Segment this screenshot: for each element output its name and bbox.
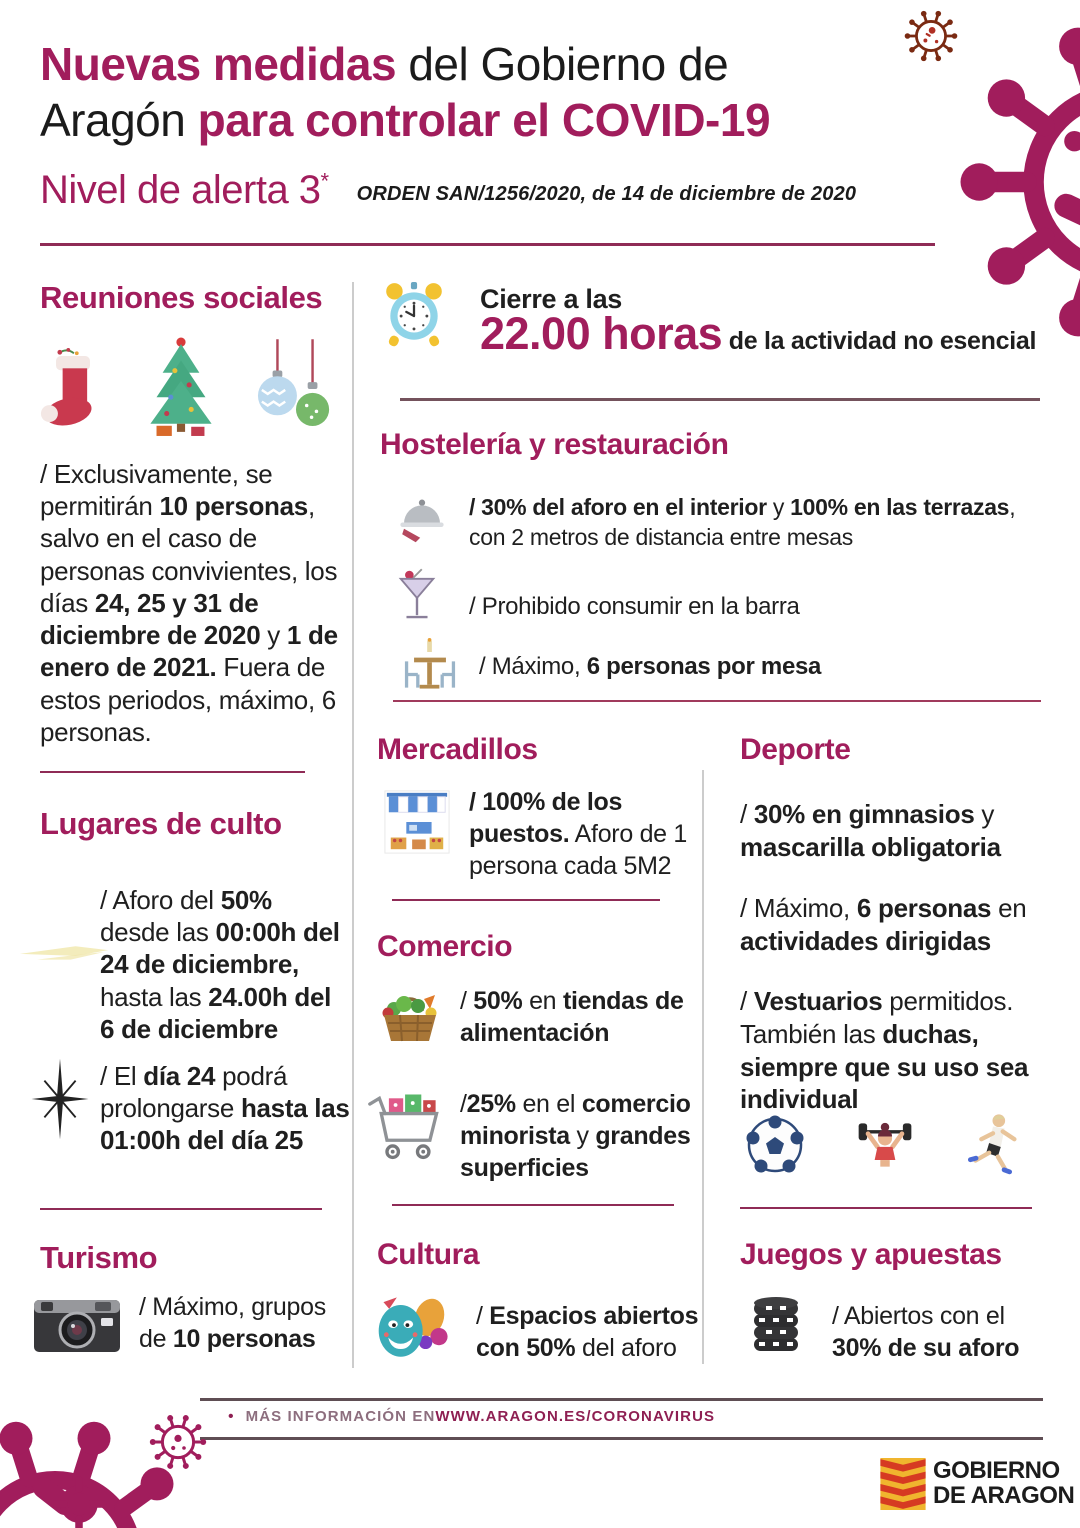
soccer-ball-icon (745, 1115, 805, 1175)
text-segment: hasta las 01:00h del día 25 (100, 1093, 350, 1156)
alarm-clock-icon (381, 280, 447, 350)
camera-icon (33, 1292, 121, 1354)
text-segment: mascarilla obligatoria (740, 831, 1001, 862)
running-icon (965, 1112, 1021, 1178)
text-segment: 50% (220, 885, 272, 915)
text-segment: día 24 (143, 1061, 216, 1091)
cultura-item (372, 1292, 702, 1364)
hosteleria-text-3 (479, 651, 821, 682)
section-title-deporte: Deporte (740, 733, 851, 766)
section-divider (392, 899, 660, 901)
text-segment: / (460, 1090, 467, 1118)
section-divider (40, 771, 305, 773)
bullet-icon: • (228, 1408, 234, 1425)
text-segment: 24, 25 y 31 de diciembre de 2020 (40, 587, 261, 651)
section-title-reuniones: Reuniones sociales (40, 280, 323, 315)
text-segment: 10 personas (159, 491, 308, 522)
closing-time: 22.00 horas (480, 308, 723, 359)
text-segment: Vestuarios (753, 986, 883, 1016)
text-segment: 25% (466, 1090, 516, 1118)
christmas-ornaments-icon (256, 338, 334, 438)
juegos-text (832, 1300, 1056, 1364)
text-segment: 00:00h del 24 de diciembre, (100, 917, 340, 980)
text-segment: del aforo (575, 1334, 677, 1362)
cultura-text (476, 1300, 702, 1364)
christmas-icons-row (40, 336, 334, 438)
text-segment: y (766, 494, 791, 520)
text-segment: 100% en las terrazas (790, 494, 1010, 520)
cocktail-icon (395, 567, 439, 627)
reuniones-paragraph (40, 458, 352, 748)
text-segment: , con 2 metros de distancia entre mesas (469, 494, 1016, 551)
culto-item-2 (100, 1060, 350, 1157)
logo-text (933, 1459, 1074, 1509)
text-segment: y (569, 1122, 596, 1150)
footer-divider-bottom (200, 1437, 1043, 1440)
title-line-2 (40, 92, 900, 148)
hosteleria-items (395, 492, 1043, 697)
text-segment: 6 personas (856, 893, 992, 923)
title-line-1 (40, 36, 900, 92)
mercadillos-item (383, 786, 693, 882)
text-segment: / Prohibido consumir en la barra (469, 592, 800, 620)
comercio-item-1 (378, 985, 690, 1049)
order-reference: ORDEN SAN/1256/2020, de 14 de diciembre de 2020 (356, 183, 857, 205)
closing-scope: de la actividad no esencial (722, 327, 1037, 355)
juegos-item (746, 1292, 1056, 1364)
text-segment: 10 personas (172, 1324, 316, 1353)
text-segment: 24.00h del 6 de diciembre (100, 981, 332, 1044)
hosteleria-item-2 (395, 567, 1043, 627)
text-segment: grandes superficies (460, 1122, 691, 1182)
closing-line (480, 308, 1036, 360)
text-segment: y (974, 799, 995, 829)
text-segment: / 30% del aforo en el interior (469, 494, 767, 520)
deporte-item-2 (740, 892, 1045, 958)
comercio-text-2 (460, 1088, 692, 1184)
turismo-item (33, 1292, 345, 1355)
small-virus-icon (903, 8, 959, 64)
market-stall-icon (383, 786, 451, 858)
text-segment: actividades dirigidas (740, 925, 991, 956)
text-segment: Fuera de estos periodos, máximo, 6 personas. (40, 652, 336, 747)
serving-cloche-icon (395, 492, 449, 544)
text-segment: / Aforo del (100, 885, 221, 915)
text-segment: , salvo en el caso de personas convivientes, los días (40, 491, 338, 618)
text-segment: / 100% de los puestos. (469, 788, 623, 848)
hosteleria-text-1 (469, 492, 1043, 553)
text-segment: 6 personas por mesa (586, 652, 822, 680)
hosteleria-item-3 (395, 637, 1043, 697)
sports-icons-row (745, 1112, 1021, 1178)
vertical-divider (702, 770, 704, 1364)
text-segment: permitidos. También las (740, 986, 1014, 1049)
logo-line-2: DE ARAGON (933, 1482, 1075, 1509)
text-segment: en (991, 893, 1027, 923)
text-segment: 30% en gimnasios (753, 799, 975, 829)
text-segment: hasta las (100, 981, 209, 1012)
mercadillos-text (469, 786, 693, 882)
text-segment: / Máximo, grupos de (139, 1293, 326, 1353)
comercio-text-1 (460, 985, 690, 1049)
logo-line-1: GOBIERNO (933, 1457, 1060, 1485)
closing-intro: Cierre a las (480, 284, 622, 314)
footer-divider-top (200, 1398, 1043, 1401)
footnote-asterisk: * (320, 168, 329, 194)
text-segment: 30% de su aforo (832, 1334, 1020, 1362)
title-regular-text: Aragón (40, 94, 198, 147)
text-segment: / (740, 986, 754, 1016)
hosteleria-text-2 (469, 591, 800, 622)
section-title-mercadillos: Mercadillos (377, 733, 538, 766)
section-divider (393, 700, 1041, 702)
grocery-basket-icon (378, 985, 442, 1045)
section-divider (392, 1204, 674, 1206)
page-title (40, 36, 900, 148)
text-segment: y (260, 620, 287, 651)
deporte-item-3 (740, 985, 1048, 1116)
vertical-divider (352, 282, 354, 1368)
text-segment: / (476, 1302, 490, 1330)
text-segment: podrá prolongarse (100, 1061, 288, 1124)
text-segment: Espacios abiertos con 50% (476, 1302, 699, 1362)
text-segment: / (740, 799, 754, 829)
christmas-stocking-icon (40, 342, 106, 438)
text-segment: desde las (100, 917, 216, 948)
weightlifting-icon (853, 1113, 917, 1177)
poker-chips-icon (746, 1292, 806, 1356)
comercio-item-2 (366, 1088, 692, 1184)
section-title-culto: Lugares de culto (40, 806, 282, 841)
footer-info (228, 1408, 715, 1426)
bethlehem-star-icon (26, 1052, 94, 1146)
text-segment: tiendas de alimentación (460, 987, 684, 1047)
deporte-item-1 (740, 798, 1045, 864)
section-title-hosteleria: Hostelería y restauración (380, 428, 729, 461)
footer-url-link[interactable]: WWW.ARAGON.ES/CORONAVIRUS (435, 1408, 716, 1425)
gobierno-aragon-logo (880, 1458, 1074, 1510)
text-segment: en (522, 987, 563, 1015)
section-divider (400, 398, 1040, 401)
text-segment: / Máximo, (479, 652, 587, 680)
text-segment: comercio minorista (460, 1090, 691, 1150)
culto-item-1 (100, 884, 348, 1045)
section-title-turismo: Turismo (40, 1240, 158, 1275)
header-divider (40, 243, 935, 246)
footer-info-prefix: MÁS INFORMACIÓN EN (245, 1408, 436, 1425)
alert-level: Nivel de alerta 3* (40, 168, 329, 212)
theater-masks-icon (372, 1292, 460, 1364)
small-virus-icon (148, 1412, 208, 1472)
section-divider (740, 1207, 1032, 1209)
text-segment: / Abiertos con el (832, 1302, 1005, 1330)
aragon-shield-icon (880, 1458, 926, 1510)
text-segment: / El (100, 1061, 144, 1091)
text-segment: en el (515, 1090, 582, 1118)
section-divider (40, 1208, 322, 1210)
title-accent-text: Nuevas medidas (40, 38, 397, 90)
turismo-text (139, 1292, 345, 1355)
text-segment: Aforo de 1 persona cada 5M2 (469, 820, 688, 880)
text-segment: / (460, 987, 474, 1015)
christmas-tree-icon (138, 336, 224, 438)
title-regular-text: del Gobierno de (396, 38, 729, 90)
title-accent-text: para controlar el COVID-19 (197, 94, 771, 147)
shopping-cart-icon (366, 1088, 448, 1162)
alert-row (40, 168, 856, 213)
hosteleria-item-1 (395, 492, 1043, 553)
shooting-star-icon (18, 938, 110, 966)
text-segment: 1 de enero de 2021. (40, 620, 338, 683)
large-virus-icon (952, 12, 1080, 352)
text-segment: / Máximo, (740, 893, 857, 923)
section-title-juegos: Juegos y apuestas (740, 1238, 1002, 1271)
text-segment: duchas, siempre que su uso sea individual (740, 1018, 1029, 1115)
text-segment: 50% (473, 987, 523, 1015)
section-title-comercio: Comercio (377, 930, 513, 963)
section-title-cultura: Cultura (377, 1238, 480, 1271)
table-and-chairs-icon (395, 637, 465, 697)
text-segment: / Exclusivamente, se permitirán (40, 459, 273, 522)
